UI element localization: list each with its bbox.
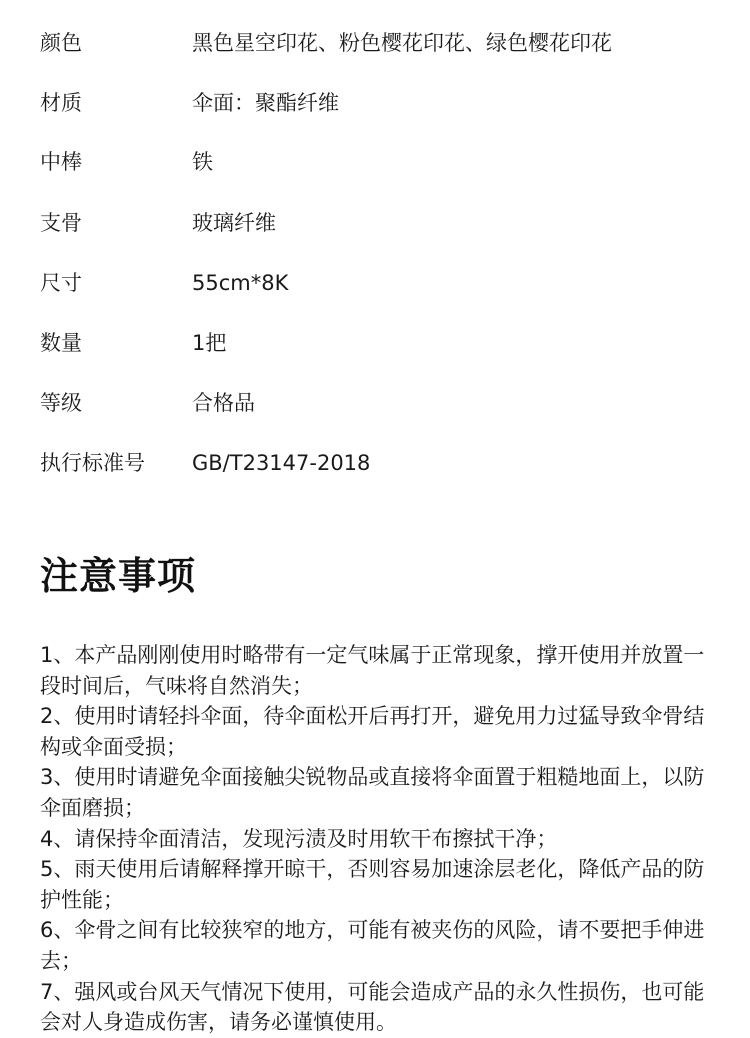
spec-value: GB/T23147-2018 (192, 451, 371, 475)
notice-item: 1、本产品刚刚使用时略带有一定气味属于正常现象，撑开使用并放置一段时间后，气味将自然消失； (40, 643, 705, 698)
spec-label: 等级 (40, 391, 82, 415)
notice-item: 7、强风或台风天气情况下使用，可能会造成产品的永久性损伤，也可能会对人身造成伤害，请务必谨慎使用。 (40, 979, 705, 1035)
spec-value: 伞面：聚酯纤维 (192, 91, 339, 115)
spec-label: 数量 (40, 331, 82, 355)
notice-list (40, 640, 715, 1038)
spec-value: 合格品 (192, 391, 255, 415)
spec-label: 中棒 (40, 150, 82, 174)
spec-row-material (0, 83, 750, 123)
spec-label: 颜色 (40, 31, 82, 55)
notice-title: 注意事项 (40, 554, 197, 598)
spec-value: 玻璃纤维 (192, 211, 276, 235)
notice-item: 6、伞骨之间有比较狭窄的地方，可能有被夹伤的风险，请不要把手伸进去； (40, 918, 705, 973)
spec-row-standard (0, 443, 750, 483)
spec-row-quantity (0, 323, 750, 363)
spec-value: 55cm*8K (192, 271, 289, 295)
spec-label: 材质 (40, 91, 82, 115)
spec-row-shaft (0, 142, 750, 182)
spec-row-grade (0, 383, 750, 423)
spec-row-size (0, 263, 750, 303)
spec-value: 1把 (192, 331, 227, 355)
spec-value: 铁 (192, 150, 213, 174)
spec-label: 执行标准号 (40, 451, 145, 475)
spec-row-color (0, 23, 750, 63)
spec-value: 黑色星空印花、粉色樱花印花、绿色樱花印花 (192, 31, 612, 55)
spec-row-ribs (0, 203, 750, 243)
notice-item: 4、请保持伞面清洁，发现污渍及时用软干布擦拭干净； (40, 826, 558, 851)
spec-label: 尺寸 (40, 271, 82, 295)
notice-item: 2、使用时请轻抖伞面，待伞面松开后再打开，避免用力过猛导致伞骨结构或伞面受损； (40, 704, 705, 759)
notice-item: 3、使用时请避免伞面接触尖锐物品或直接将伞面置于粗糙地面上，以防伞面磨损； (40, 765, 705, 820)
notice-item: 5、雨天使用后请解释撑开晾干，否则容易加速涂层老化，降低产品的防护性能； (40, 857, 705, 912)
spec-label: 支骨 (40, 211, 82, 235)
